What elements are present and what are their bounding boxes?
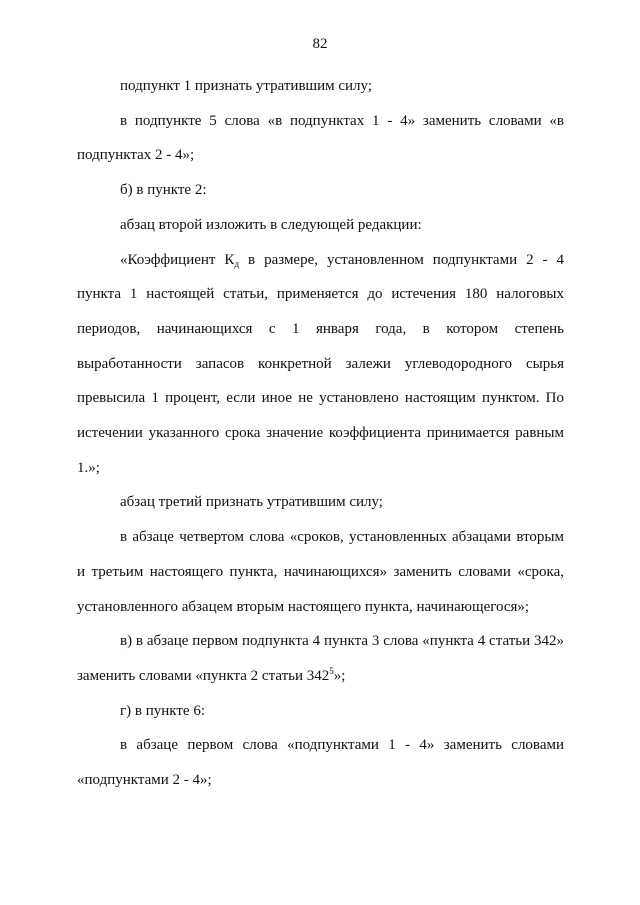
paragraph-2: в подпункте 5 слова «в подпунктах 1 - 4» заменить словами «в подпунктах 2 - 4»; xyxy=(77,112,564,164)
paragraph-10: в абзаце первом слова «подпунктами 1 - 4» заменить словами «подпунктами 2 - 4»; xyxy=(77,737,564,789)
paragraph-7: в абзаце четвертом слова «сроков, установленных абзацами вторым и третьим настоящего пункта, начинающихся» заменить словами «срока, установленного абзацем вторым настоящего пункта, начинающегося»; xyxy=(77,529,564,615)
paragraph-6: абзац третий признать утратившим силу; xyxy=(120,494,383,511)
paragraph-8-start: в) в абзаце первом подпункта 4 пункта 3 слова «пункта 4 статьи 342» заменить словами «пункта 2 статьи 342 xyxy=(77,633,564,684)
paragraph-5-rest: в размере, установленном подпунктами 2 - 4 пункта 1 настоящей статьи, применяется до истечения 180 налоговых периодов, начинающихся с 1 января года, в котором степень выработанности запасов конкретной залежи углеводородного сырья превысила 1 процент, если иное не установлено настоящим пунктом. По истечении указанного срока значение коэффициента принимается равным 1.»; xyxy=(77,251,565,476)
paragraph-4: абзац второй изложить в следующей редакции: xyxy=(120,216,422,233)
page-number: 82 xyxy=(312,36,328,52)
paragraph-3: б) в пункте 2: xyxy=(120,182,207,199)
paragraph-5 xyxy=(77,243,564,486)
coefficient-subscript: д xyxy=(234,258,240,269)
paragraph-8 xyxy=(77,624,564,693)
paragraph-9: г) в пункте 6: xyxy=(120,702,206,719)
paragraph-8-end: »; xyxy=(333,667,346,684)
paragraph-5-start: «Коэффициент К xyxy=(120,251,235,268)
document-body xyxy=(77,69,564,798)
paragraph-1: подпункт 1 признать утратившим силу; xyxy=(120,78,372,94)
article-superscript: 5 xyxy=(329,665,334,676)
